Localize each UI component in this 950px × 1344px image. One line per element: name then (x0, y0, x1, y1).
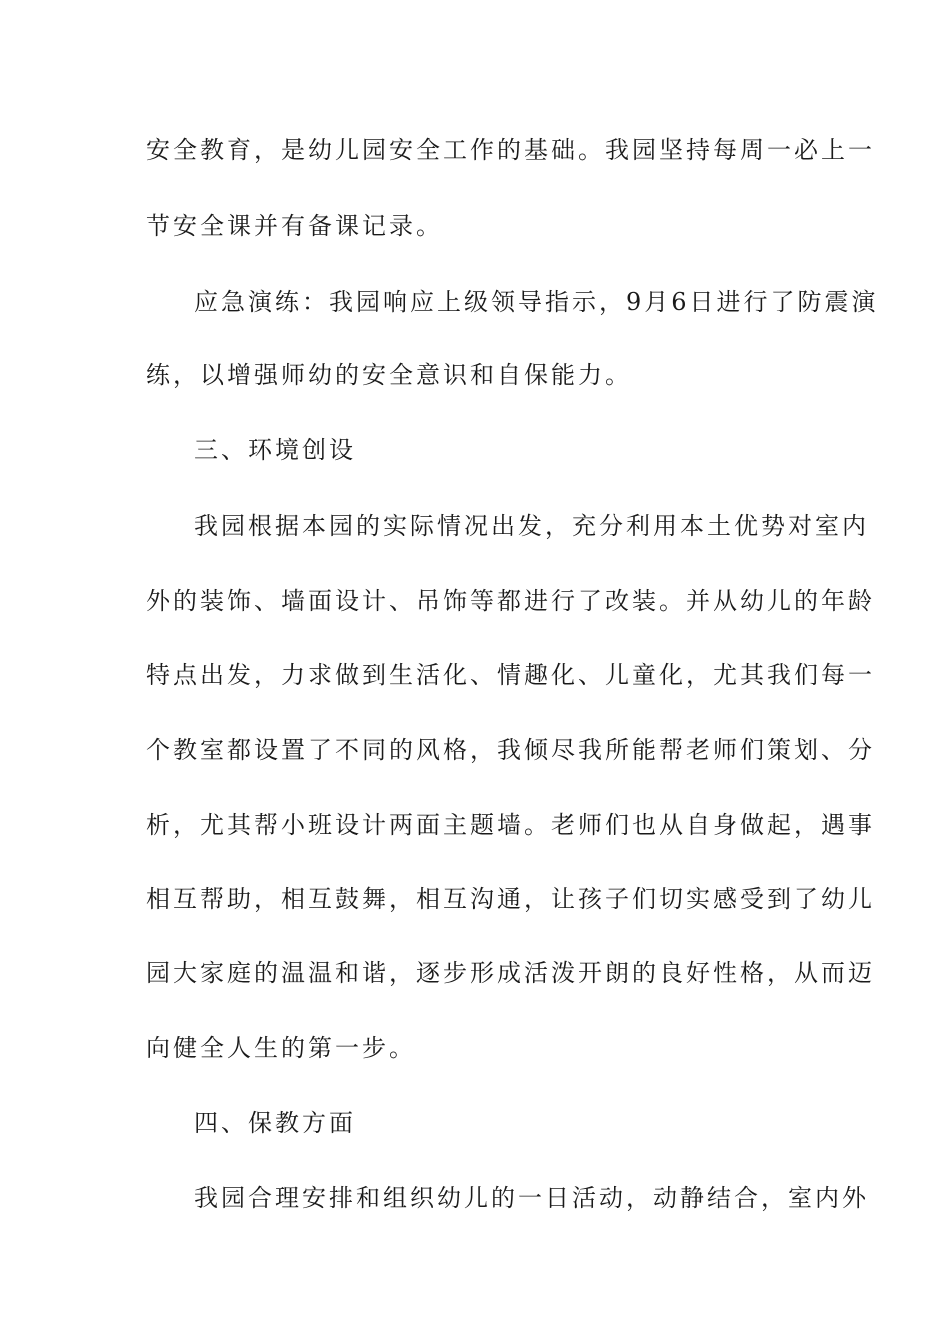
text-line: 外的装饰、墙面设计、吊饰等都进行了改装。并从幼儿的年龄 (146, 587, 875, 615)
text-line: 特点出发，力求做到生活化、情趣化、儿童化，尤其我们每一 (146, 661, 875, 689)
section-heading: 三、环境创设 (194, 436, 356, 464)
text-line: 相互帮助，相互鼓舞，相互沟通，让孩子们切实感受到了幼儿 (146, 885, 875, 913)
text-line: 节安全课并有备课记录。 (146, 212, 443, 240)
text-line: 析，尤其帮小班设计两面主题墙。老师们也从自身做起，遇事 (146, 811, 875, 839)
text-line: 个教室都设置了不同的风格，我倾尽我所能帮老师们策划、分 (146, 736, 875, 764)
text-line: 安全教育，是幼儿园安全工作的基础。我园坚持每周一必上一 (146, 136, 875, 164)
paragraph-start: 应急演练：我园响应上级领导指示，9月6日进行了防震演 (194, 288, 879, 316)
section-heading: 四、保教方面 (194, 1109, 356, 1137)
text-line: 向健全人生的第一步。 (146, 1034, 416, 1062)
text-line: 练，以增强师幼的安全意识和自保能力。 (146, 361, 632, 389)
text-line: 园大家庭的温温和谐，逐步形成活泼开朗的良好性格，从而迈 (146, 959, 875, 987)
paragraph-start: 我园合理安排和组织幼儿的一日活动，动静结合，室内外 (194, 1184, 869, 1212)
paragraph-start: 我园根据本园的实际情况出发，充分利用本土优势对室内 (194, 512, 869, 540)
